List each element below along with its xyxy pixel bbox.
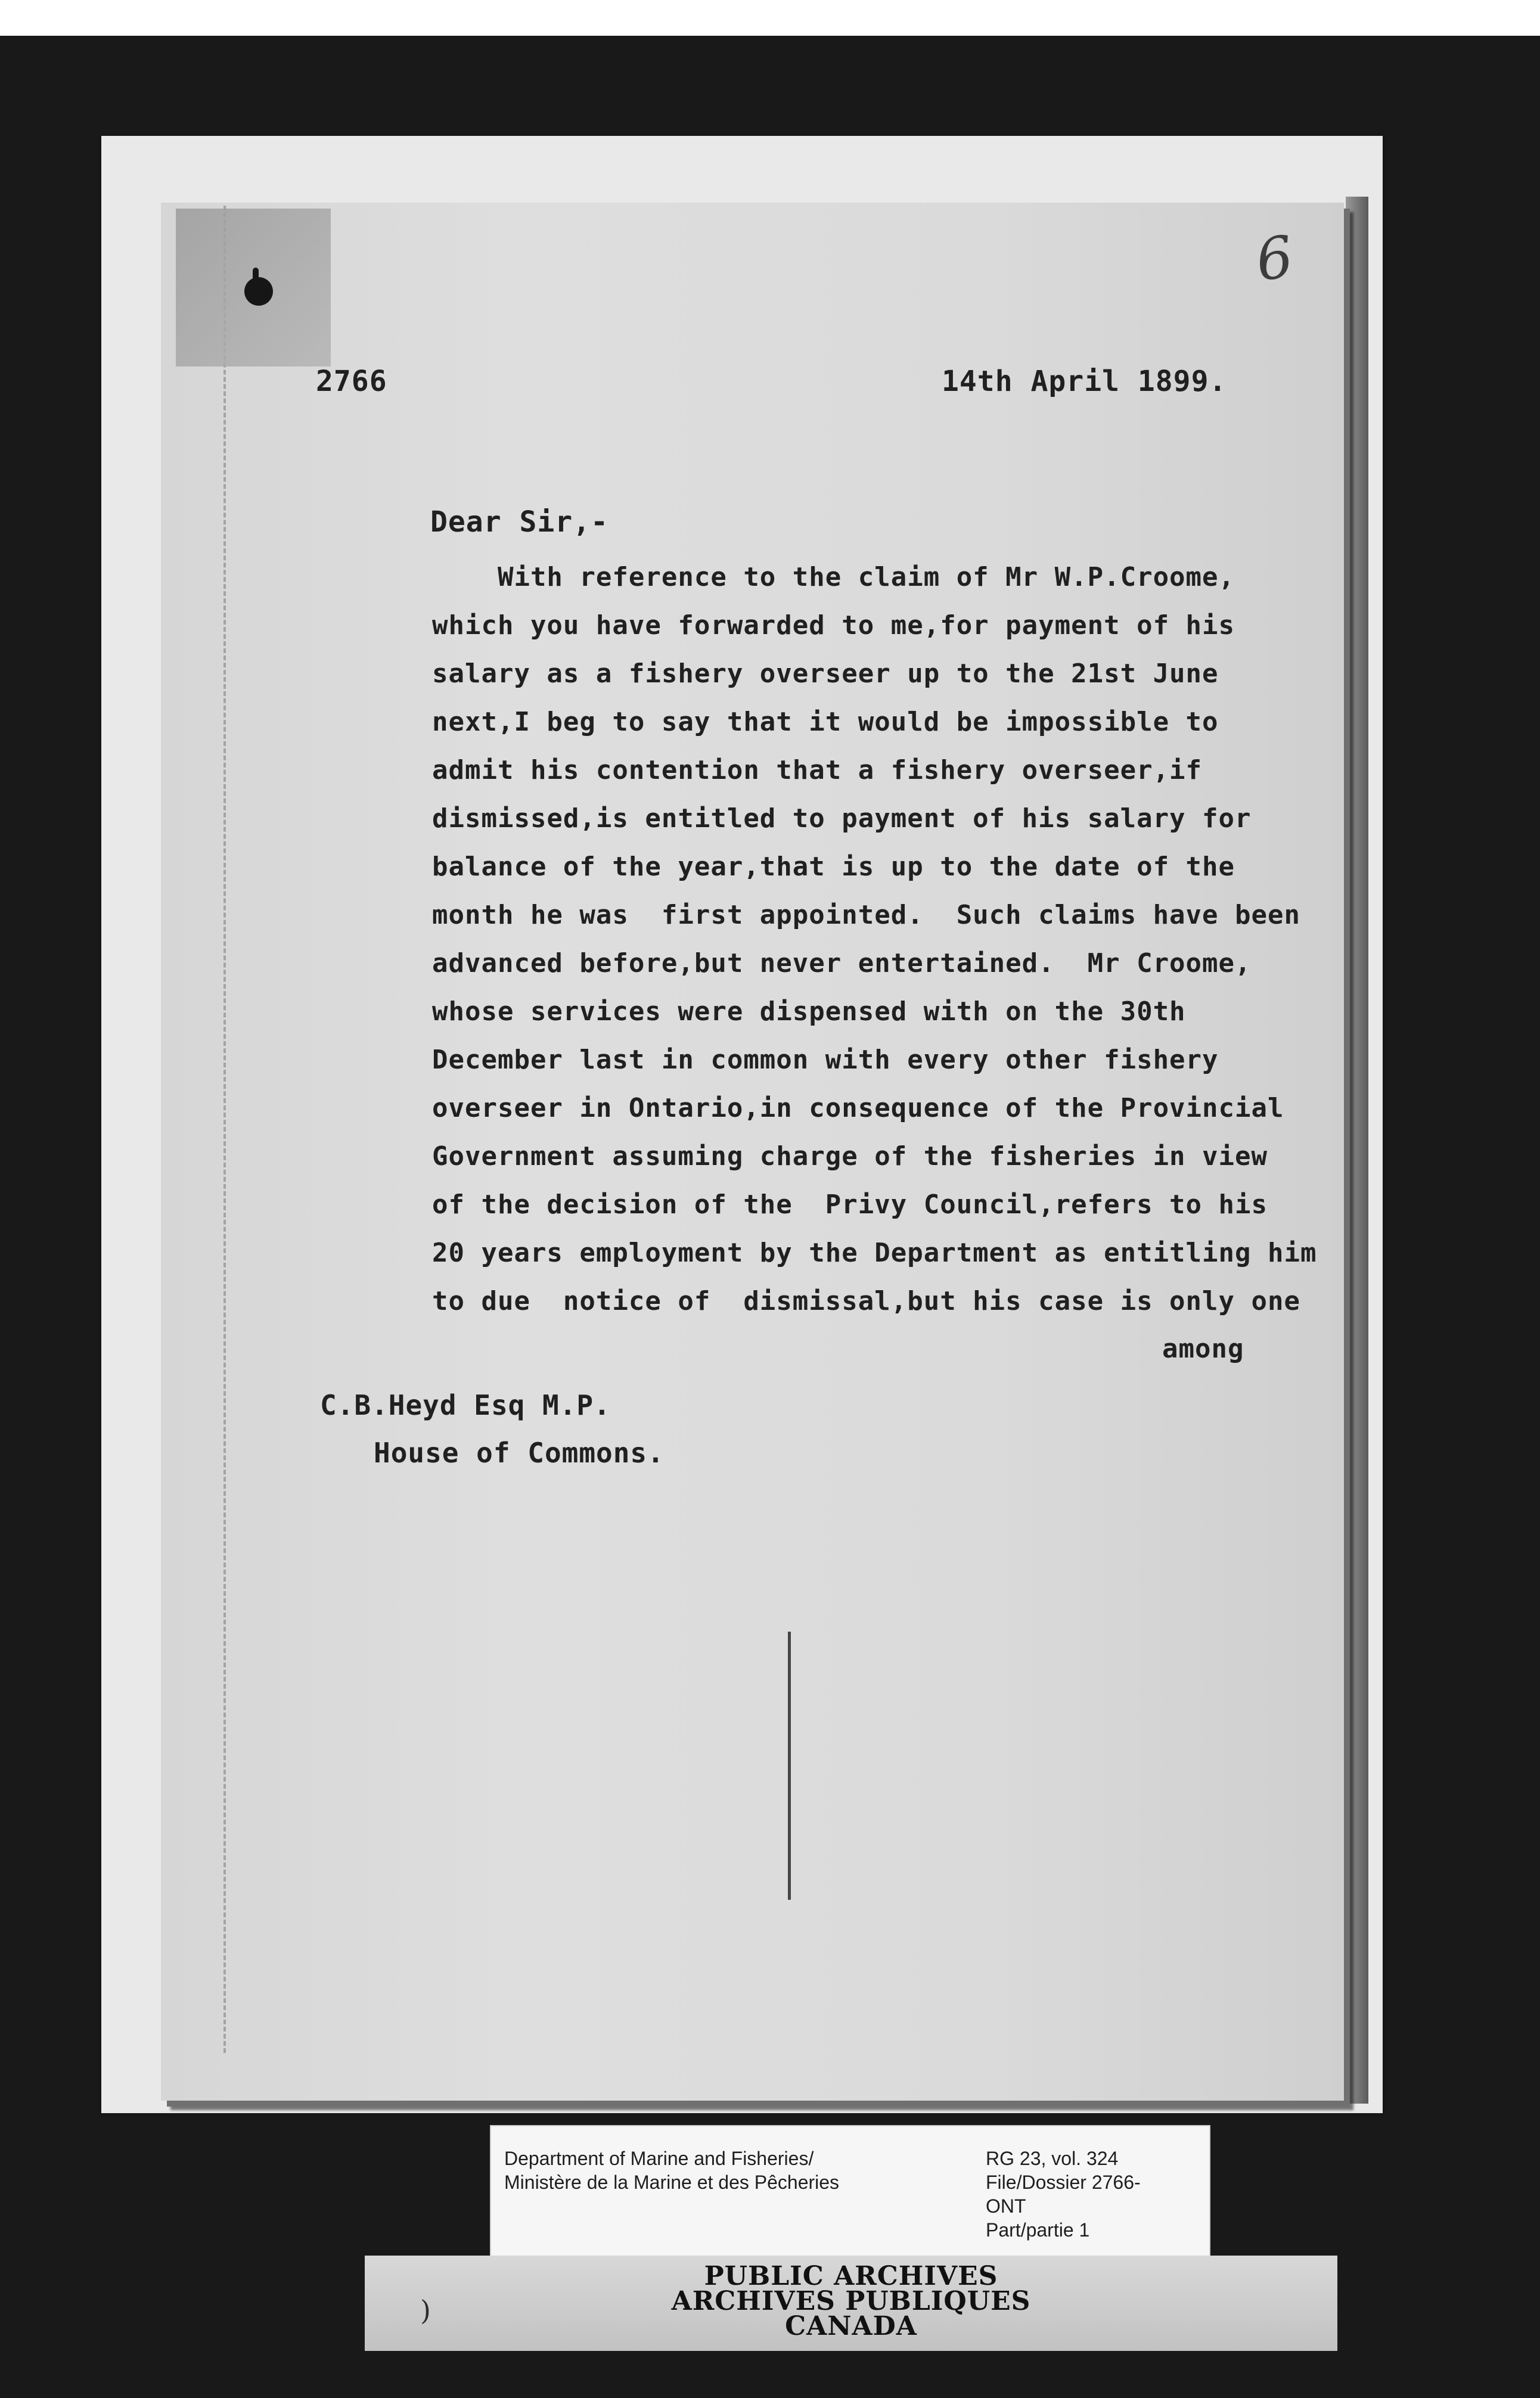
- body-line: next,I beg to say that it would be impossible to: [432, 707, 1219, 737]
- stamp-line-french: ARCHIVES PUBLIQUES: [671, 2286, 1031, 2316]
- department-name: [504, 2147, 839, 2194]
- stamp-line-country: CANADA: [785, 2311, 917, 2341]
- addressee-name: C.B.Heyd Esq M.P.: [320, 1389, 611, 1421]
- file-dossier: File/Dossier 2766-: [986, 2172, 1141, 2193]
- body-line: overseer in Ontario,in consequence of the Provincial: [432, 1093, 1284, 1123]
- archives-stamp: [365, 2256, 1337, 2351]
- file-suffix: ONT: [986, 2195, 1026, 2217]
- record-group: RG 23, vol. 324: [986, 2148, 1119, 2169]
- salutation: Dear Sir,-: [430, 505, 608, 539]
- page-edge-shadow: [1346, 197, 1368, 2104]
- body-line: admit his contention that a fishery overseer,if: [432, 755, 1203, 785]
- letter-date: 14th April 1899.: [942, 365, 1227, 398]
- body-line: to due notice of dismissal,but his case is only one: [432, 1286, 1300, 1316]
- stamp-text: [365, 2261, 1337, 2341]
- addressee-block: [320, 1381, 665, 1477]
- body-line: December last in common with every other fishery: [432, 1045, 1219, 1075]
- department-english: Department of Marine and Fisheries/: [504, 2148, 814, 2169]
- page-continuation-word: among: [1162, 1334, 1244, 1364]
- binding-perforation: [223, 206, 226, 2053]
- file-number: 2766: [316, 365, 387, 398]
- scan-top-margin: [0, 0, 1540, 36]
- body-line: whose services were dispensed with on the 30th: [432, 996, 1186, 1027]
- body-line: With reference to the claim of Mr W.P.Croome,: [432, 562, 1235, 592]
- body-line: dismissed,is entitled to payment of his salary for: [432, 803, 1252, 834]
- archive-reference-label: [490, 2125, 1210, 2262]
- body-line: salary as a fishery overseer up to the 21st June: [432, 658, 1219, 689]
- file-part: Part/partie 1: [986, 2219, 1090, 2241]
- letter-body: [432, 553, 1317, 1325]
- stamp-line-english: PUBLIC ARCHIVES: [704, 2261, 998, 2291]
- body-line: advanced before,but never entertained. Mr Croome,: [432, 948, 1252, 979]
- addressee-place: House of Commons.: [374, 1437, 665, 1469]
- body-line: month he was first appointed. Such claims have been: [432, 900, 1300, 930]
- body-line: of the decision of the Privy Council,refers to his: [432, 1189, 1268, 1220]
- body-line: balance of the year,that is up to the date of the: [432, 852, 1235, 882]
- folio-number: 6: [1252, 223, 1297, 294]
- body-line: 20 years employment by the Department as entitling him: [432, 1238, 1317, 1268]
- fastener-hole-icon: [244, 277, 273, 306]
- body-line: which you have forwarded to me,for payment of his: [432, 610, 1235, 641]
- file-reference: [986, 2147, 1141, 2242]
- stamp-bracket-mark: ): [420, 2294, 431, 2326]
- department-french: Ministère de la Marine et des Pêcheries: [504, 2172, 840, 2193]
- body-line: Government assuming charge of the fisheries in view: [432, 1141, 1268, 1172]
- paper-crease: [788, 1632, 791, 1900]
